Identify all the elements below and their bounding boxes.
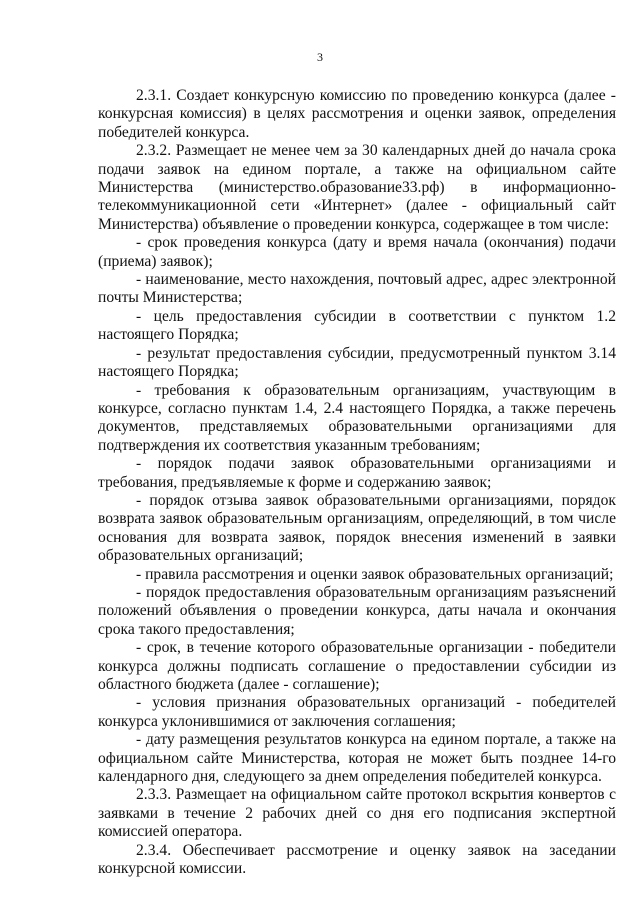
list-item: - дату размещения результатов конкурса на едином портале, а также на официальном сайте Министерства, которая не может быть позднее 14-го календарного дня, следующего за днем определения победителей конкурса. xyxy=(98,731,616,786)
list-item: - срок проведения конкурса (дату и время начала (окончания) подачи (приема) заявок); xyxy=(98,234,616,270)
list-item: - срок, в течение которого образовательные организации - победители конкурса должны подписать соглашение о предоставлении субсидии из областного бюджета (далее - соглашение); xyxy=(98,639,616,693)
clause-2-3-2: 2.3.2. Размещает не менее чем за 30 календарных дней до начала срока подачи заявок на едином портале, а также на официальном сайте Министерства (министерство.образование33.рф) в информационно-телекоммуникационной сети «Интернет» (далее - официальный сайт Министерства) объявление о проведении конкурса, содержащее в том числе: xyxy=(98,142,616,233)
clause-2-3-4: 2.3.4. Обеспечивает рассмотрение и оценку заявок на заседании конкурсной комиссии. xyxy=(98,841,616,878)
list-item: - требования к образовательным организациям, участвующим в конкурсе, согласно пунктам 1.4, 2.4 настоящего Порядка, а также перечень документов, представляемых образовательными организациями для подтверждения их соответствия указанным требованиям; xyxy=(98,381,616,454)
list-item: - наименование, место нахождения, почтовый адрес, адрес электронной почты Министерства; xyxy=(98,271,616,307)
page-number: 3 xyxy=(317,50,323,64)
document-body xyxy=(98,87,616,878)
list-item: - порядок отзыва заявок образовательными организациями, порядок возврата заявок образовательным организациям, определяющий, в том числе основания для возврата заявок, порядок внесения изменений в заявки образовательных организаций; xyxy=(98,491,616,565)
list-item: - условия признания образовательных организаций - победителей конкурса уклонившимися от заключения соглашения; xyxy=(98,694,616,730)
clause-2-3-1: 2.3.1. Создает конкурсную комиссию по проведению конкурса (далее - конкурсная комиссия) в целях рассмотрения и оценки заявок, определения победителей конкурса. xyxy=(98,87,616,141)
list-item: - порядок предоставления образовательным организациям разъяснений положений объявления о проведении конкурса, даты начала и окончания срока такого предоставления; xyxy=(98,583,616,638)
clause-2-3-3: 2.3.3. Размещает на официальном сайте протокол вскрытия конвертов с заявками в течение 2 рабочих дней со дня его подписания экспертной комиссией оператора. xyxy=(98,786,616,841)
list-item: - результат предоставления субсидии, предусмотренный пунктом 3.14 настоящего Порядка; xyxy=(98,344,616,381)
list-item: - правила рассмотрения и оценки заявок образовательных организаций; xyxy=(136,565,614,583)
list-item: - цель предоставления субсидии в соответствии с пунктом 1.2 настоящего Порядка; xyxy=(98,307,616,344)
list-item: - порядок подачи заявок образовательными организациями и требования, предъявляемые к форме и содержанию заявок; xyxy=(98,455,616,491)
